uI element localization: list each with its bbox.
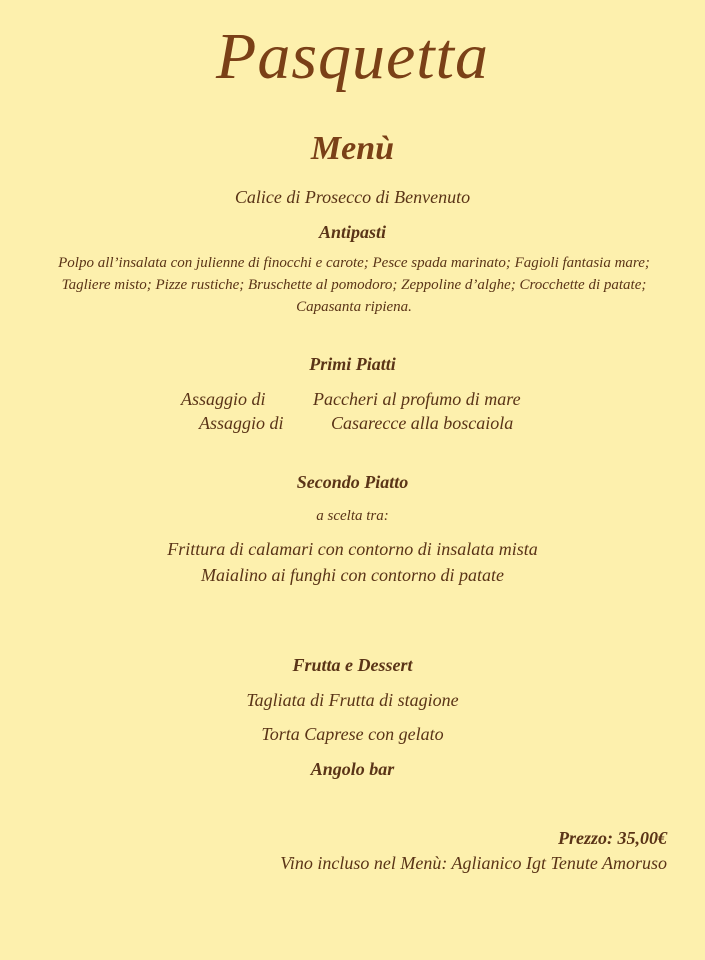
welcome-drink: Calice di Prosecco di Benvenuto xyxy=(234,187,471,207)
page-title: Pasquetta xyxy=(216,20,489,93)
dessert-item-2: Torta Caprese con gelato xyxy=(261,724,444,744)
secondo-item-1: Frittura di calamari con contorno di insalata mista xyxy=(167,539,538,559)
price: Prezzo: 35,00€ xyxy=(558,828,667,848)
secondo-title: Secondo Piatto xyxy=(296,472,409,492)
primi-prefix-1: Assaggio di xyxy=(181,389,266,409)
menu-heading: Menù xyxy=(310,130,395,167)
secondo-note: a scelta tra: xyxy=(316,508,389,524)
primi-dish-1: Paccheri al profumo di mare xyxy=(313,389,521,409)
primi-title: Primi Piatti xyxy=(309,354,396,374)
dessert-title: Frutta e Dessert xyxy=(292,655,413,675)
angolo-bar: Angolo bar xyxy=(310,759,395,779)
primi-dish-2: Casarecce alla boscaiola xyxy=(331,413,514,433)
antipasti-title: Antipasti xyxy=(318,222,387,242)
wine-note: Vino incluso nel Menù: Aglianico Igt Tenute Amoruso xyxy=(280,853,667,873)
dessert-item-1: Tagliata di Frutta di stagione xyxy=(246,690,459,710)
secondo-item-2: Maialino ai funghi con contorno di patate xyxy=(201,565,504,585)
primi-prefix-2: Assaggio di xyxy=(199,413,284,433)
antipasti-list: Polpo all’insalata con julienne di finocchi e carote; Pesce spada marinato; Fagioli fantasia mare; Tagliere misto; Pizze rustiche; Bruschette al pomodoro; Zeppoline d’alghe; Crocchette di patate; Capasanta ripiena. xyxy=(58,255,650,315)
